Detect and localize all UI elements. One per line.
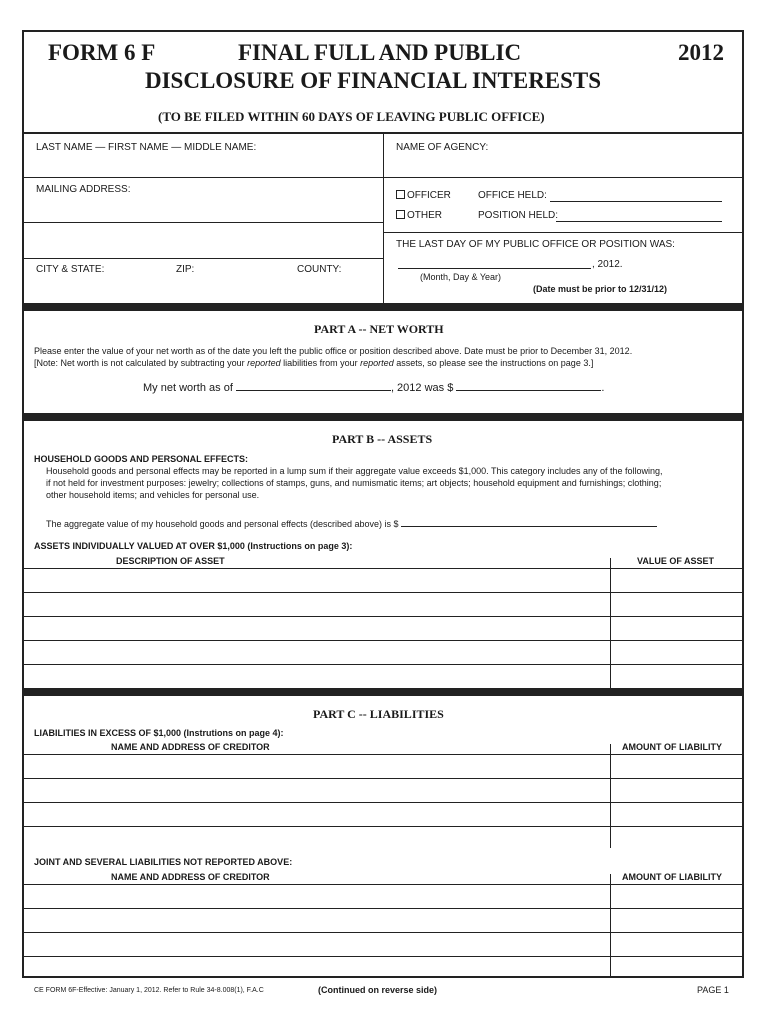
footer-continued: (Continued on reverse side) xyxy=(318,985,438,995)
city-state-label: CITY & STATE: xyxy=(36,264,105,275)
position-held-field[interactable] xyxy=(556,221,722,222)
form-id: FORM 6 F xyxy=(48,40,156,65)
part-a-text-1: Please enter the value of your net worth as of the date you left the public office or position described above. Date must be prior to December 31, 2012. xyxy=(34,346,633,356)
household-text-3: other household items; and vehicles for personal use. xyxy=(46,490,260,500)
col-amount-of-liability: AMOUNT OF LIABILITY xyxy=(622,742,722,752)
zip-label: ZIP: xyxy=(176,264,195,275)
other-option[interactable]: OTHER xyxy=(396,210,442,221)
divider xyxy=(610,744,611,848)
col-value-of-asset: VALUE OF ASSET xyxy=(637,556,715,566)
date-hint: (Month, Day & Year) xyxy=(420,272,502,282)
part-a-text-2: [Note: Net worth is not calculated by subtracting your reported liabilities from your reported assets, so please see the instructions on page 3.] xyxy=(34,358,594,368)
net-worth-line: My net worth as of , 2012 was $ . xyxy=(143,382,605,394)
divider xyxy=(22,222,383,223)
table-row[interactable] xyxy=(22,956,744,957)
net-worth-amount-field[interactable] xyxy=(456,380,601,391)
household-text-1: Household goods and personal effects may be reported in a lump sum if their aggregate value exceeds $1,000. This category includes any of the following, xyxy=(46,466,663,476)
agency-label: NAME OF AGENCY: xyxy=(396,142,489,153)
section-bar xyxy=(22,688,744,696)
last-day-field[interactable] xyxy=(398,268,591,269)
divider xyxy=(383,232,744,233)
county-label: COUNTY: xyxy=(297,264,342,275)
joint-liabilities-heading: JOINT AND SEVERAL LIABILITIES NOT REPORTED ABOVE: xyxy=(34,857,293,867)
mailing-address-label: MAILING ADDRESS: xyxy=(36,184,131,195)
table-row[interactable] xyxy=(22,640,744,641)
table-row[interactable] xyxy=(22,932,744,933)
part-b-title: PART B -- ASSETS xyxy=(332,432,433,446)
form-subtitle: (TO BE FILED WITHIN 60 DAYS OF LEAVING PUBLIC OFFICE) xyxy=(158,109,545,124)
last-day-label: THE LAST DAY OF MY PUBLIC OFFICE OR POSITION WAS: xyxy=(396,239,675,250)
table-row[interactable] xyxy=(22,754,744,755)
table-row[interactable] xyxy=(22,568,744,569)
table-row[interactable] xyxy=(22,778,744,779)
table-row[interactable] xyxy=(22,826,744,827)
household-heading: HOUSEHOLD GOODS AND PERSONAL EFFECTS: xyxy=(34,454,249,464)
divider xyxy=(610,874,611,978)
net-worth-date-field[interactable] xyxy=(236,380,391,391)
divider xyxy=(22,177,744,178)
office-held-field[interactable] xyxy=(550,201,722,202)
divider xyxy=(22,258,383,259)
form-year: 2012 xyxy=(678,40,724,65)
household-text-2: if not held for investment purposes: jewelry; collections of stamps, guns, and numismatic items; art objects; household equipment and furnishings; clothing; xyxy=(46,478,662,488)
table-row[interactable] xyxy=(22,802,744,803)
table-row[interactable] xyxy=(22,616,744,617)
form-title-line1: FINAL FULL AND PUBLIC xyxy=(238,40,522,65)
form-title-line2: DISCLOSURE OF FINANCIAL INTERESTS xyxy=(145,68,602,93)
section-bar xyxy=(22,413,744,421)
aggregate-value-field[interactable] xyxy=(401,516,657,527)
page-number: PAGE 1 xyxy=(697,985,729,995)
footer-rule-ref: CE FORM 6F-Effective: January 1, 2012. Refer to Rule 34-8.008(1), F.A.C xyxy=(34,987,264,994)
col-creditor-joint: NAME AND ADDRESS OF CREDITOR xyxy=(111,872,270,882)
part-a-title: PART A -- NET WORTH xyxy=(314,322,444,336)
date-note: (Date must be prior to 12/31/12) xyxy=(533,284,668,294)
col-creditor: NAME AND ADDRESS OF CREDITOR xyxy=(111,742,270,752)
table-row[interactable] xyxy=(22,908,744,909)
liabilities-heading: LIABILITIES IN EXCESS OF $1,000 (Instrutions on page 4): xyxy=(34,728,284,738)
officer-option[interactable]: OFFICER xyxy=(396,190,451,201)
table-row[interactable] xyxy=(22,592,744,593)
part-c-title: PART C -- LIABILITIES xyxy=(313,707,444,721)
position-held-label: POSITION HELD: xyxy=(478,210,559,221)
col-description-of-asset: DESCRIPTION OF ASSET xyxy=(116,556,225,566)
checkbox-icon[interactable] xyxy=(396,210,405,219)
checkbox-icon[interactable] xyxy=(396,190,405,199)
table-row[interactable] xyxy=(22,884,744,885)
assets-heading: ASSETS INDIVIDUALLY VALUED AT OVER $1,000 (Instructions on page 3): xyxy=(34,541,353,551)
divider xyxy=(383,134,384,310)
office-held-label: OFFICE HELD: xyxy=(478,190,547,201)
section-bar xyxy=(22,303,744,311)
name-label: LAST NAME — FIRST NAME — MIDDLE NAME: xyxy=(36,142,257,153)
col-amount-of-liability-joint: AMOUNT OF LIABILITY xyxy=(622,872,722,882)
last-day-year: , 2012. xyxy=(592,259,623,270)
divider xyxy=(610,558,611,688)
aggregate-line: The aggregate value of my household goods and personal effects (described above) is $ xyxy=(46,516,657,529)
table-row[interactable] xyxy=(22,664,744,665)
